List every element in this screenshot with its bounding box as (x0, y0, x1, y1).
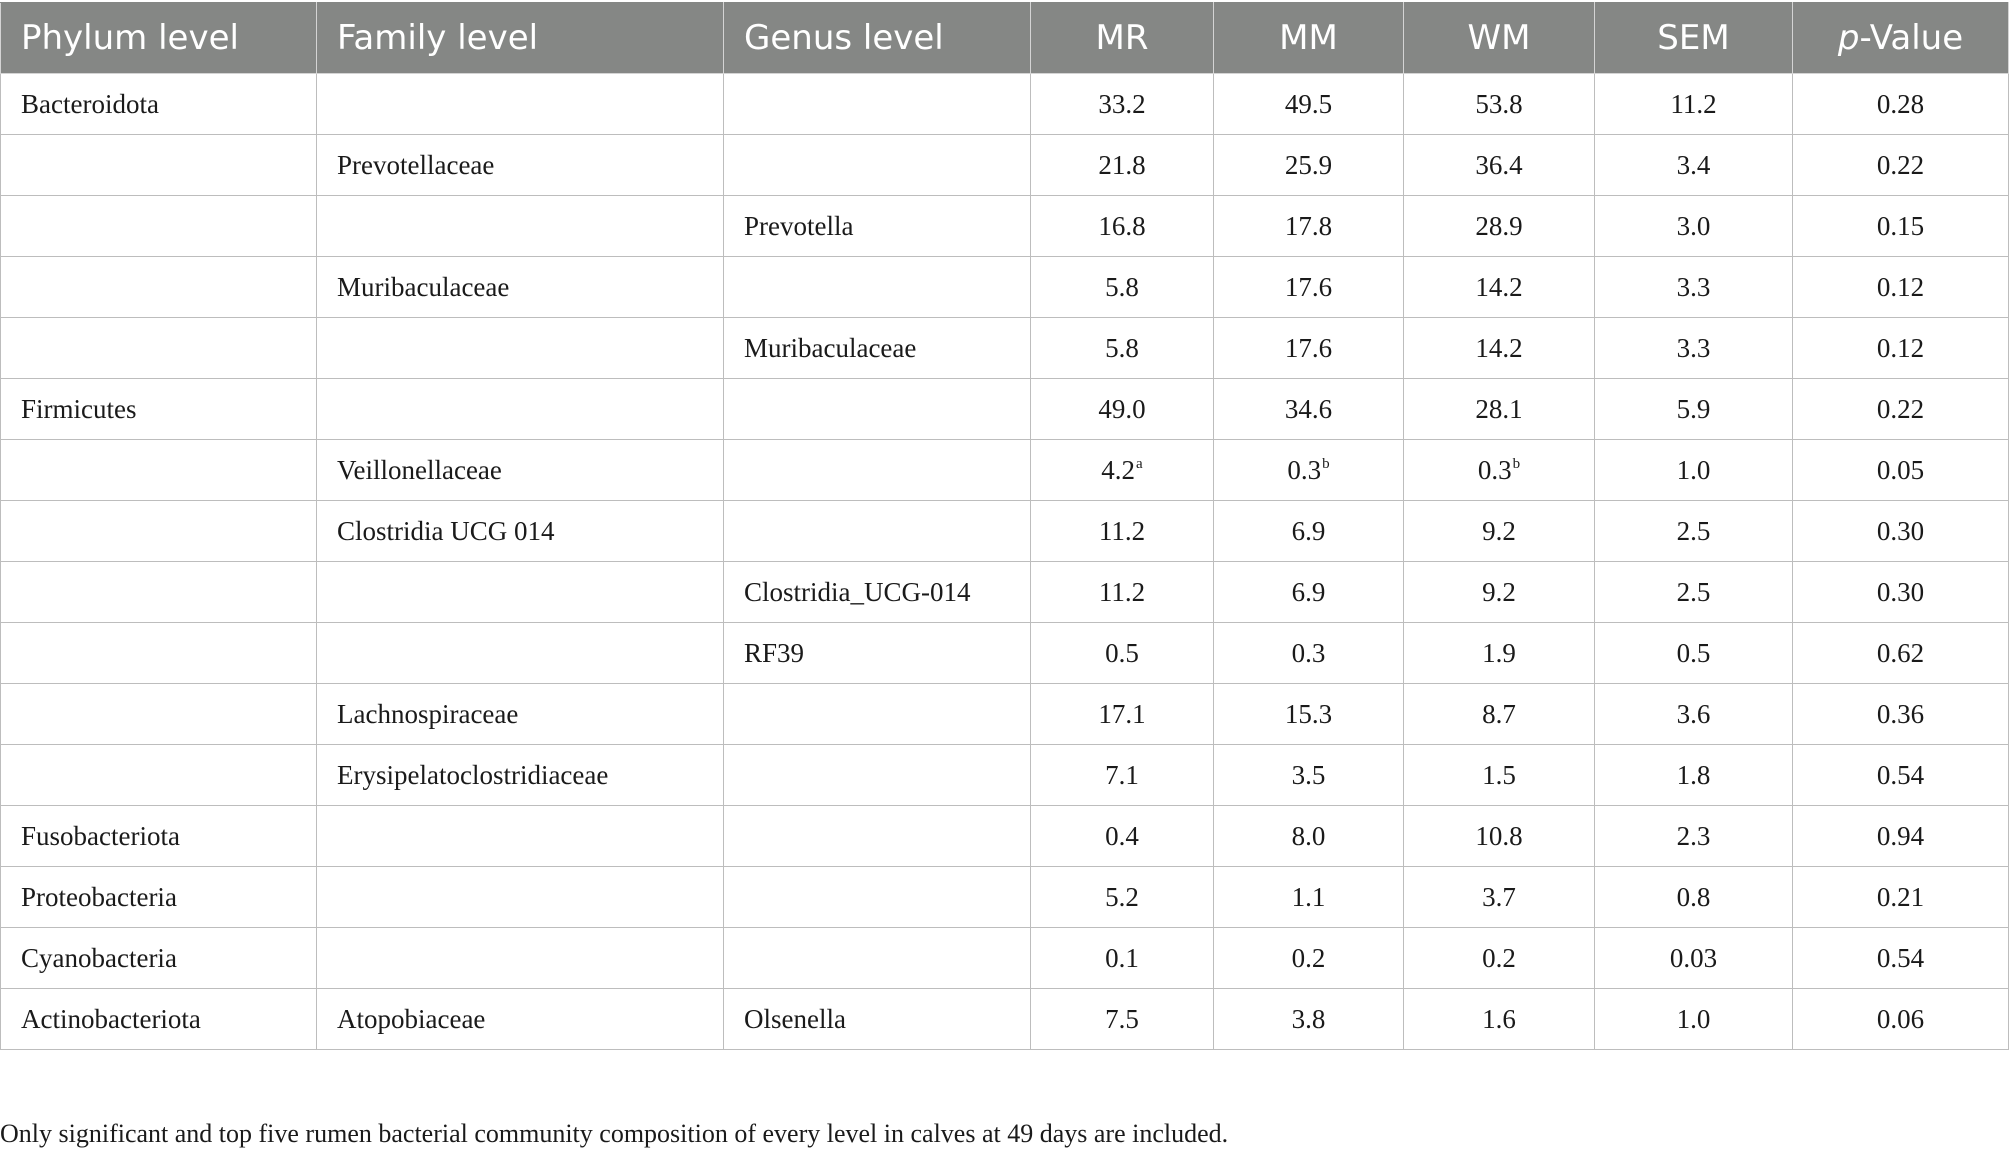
table-row (1, 745, 2009, 806)
cell-value: 0.3 (1477, 454, 1512, 485)
cell-value: 0.30 (1876, 515, 1925, 546)
cell-value: 53.8 (1475, 88, 1523, 119)
table-row (1, 989, 2009, 1050)
cell-family (317, 928, 724, 989)
header-wm: WM (1404, 3, 1595, 74)
cell-wm (1404, 379, 1595, 440)
cell-family (317, 806, 724, 867)
cell-value: RF39 (744, 637, 805, 668)
header-p-value (1793, 3, 2009, 74)
cell-value: 0.94 (1876, 820, 1925, 851)
cell-p-value (1793, 501, 2009, 562)
cell-sem (1595, 806, 1793, 867)
cell-value: 3.0 (1676, 210, 1711, 241)
cell-mr (1031, 196, 1214, 257)
cell-value: 16.8 (1098, 210, 1146, 241)
cell-sem (1595, 562, 1793, 623)
cell-phylum (1, 379, 317, 440)
cell-p-value (1793, 318, 2009, 379)
cell-value: 0.5 (1676, 637, 1711, 668)
table-body (1, 74, 2009, 1050)
cell-p-value (1793, 989, 2009, 1050)
cell-value: Olsenella (744, 1003, 846, 1034)
cell-value: 34.6 (1284, 393, 1333, 424)
cell-value: 5.8 (1105, 271, 1139, 302)
cell-genus (724, 135, 1031, 196)
cell-genus (724, 196, 1031, 257)
cell-mm (1214, 867, 1404, 928)
cell-p-value (1793, 440, 2009, 501)
cell-value: 0.5 (1105, 637, 1139, 668)
cell-value: Atopobiaceae (337, 1003, 486, 1034)
cell-family (317, 257, 724, 318)
cell-value: 33.2 (1098, 88, 1146, 119)
cell-phylum (1, 806, 317, 867)
cell-phylum (1, 928, 317, 989)
cell-wm (1404, 318, 1595, 379)
cell-family (317, 989, 724, 1050)
cell-phylum (1, 745, 317, 806)
significance-superscript: a (1136, 455, 1143, 472)
header-p-italic: p (1837, 18, 1860, 58)
cell-value: 7.5 (1105, 1003, 1139, 1034)
cell-mr (1031, 867, 1214, 928)
cell-mm (1214, 74, 1404, 135)
cell-value: 3.8 (1291, 1003, 1326, 1034)
cell-mr (1031, 989, 1214, 1050)
cell-wm (1404, 745, 1595, 806)
cell-p-value (1793, 379, 2009, 440)
cell-value: Actinobacteriota (21, 1003, 201, 1034)
cell-value: 17.8 (1284, 210, 1333, 241)
cell-value: 4.2 (1101, 454, 1136, 485)
cell-value: 9.2 (1482, 576, 1516, 607)
cell-genus (724, 440, 1031, 501)
cell-genus (724, 928, 1031, 989)
cell-value: 49.5 (1284, 88, 1333, 119)
cell-value: 1.6 (1482, 1003, 1516, 1034)
cell-family (317, 562, 724, 623)
cell-value: 1.8 (1676, 759, 1711, 790)
cell-value: 21.8 (1098, 149, 1146, 180)
header-sem: SEM (1595, 3, 1793, 74)
cell-value: 5.2 (1105, 881, 1139, 912)
cell-wm (1404, 928, 1595, 989)
cell-family (317, 318, 724, 379)
cell-sem (1595, 440, 1793, 501)
table-row (1, 623, 2009, 684)
cell-sem (1595, 318, 1793, 379)
cell-phylum (1, 318, 317, 379)
cell-genus (724, 745, 1031, 806)
cell-sem (1595, 623, 1793, 684)
cell-value: 3.6 (1676, 698, 1711, 729)
cell-mr (1031, 562, 1214, 623)
cell-wm (1404, 257, 1595, 318)
cell-value: 1.0 (1676, 454, 1711, 485)
header-genus: Genus level (724, 3, 1031, 74)
header-family: Family level (317, 3, 724, 74)
cell-sem (1595, 928, 1793, 989)
cell-mr (1031, 684, 1214, 745)
table-row (1, 379, 2009, 440)
table-row (1, 501, 2009, 562)
cell-family (317, 684, 724, 745)
cell-value: 0.3 (1291, 637, 1326, 668)
cell-value: Prevotellaceae (337, 149, 495, 180)
cell-sem (1595, 501, 1793, 562)
cell-value: 0.06 (1876, 1003, 1925, 1034)
cell-mr (1031, 74, 1214, 135)
table-row (1, 562, 2009, 623)
cell-value: 1.9 (1482, 637, 1516, 668)
cell-wm (1404, 562, 1595, 623)
cell-value: 3.7 (1482, 881, 1516, 912)
cell-value: 11.2 (1098, 576, 1146, 607)
cell-value: 0.15 (1876, 210, 1925, 241)
cell-value: Firmicutes (21, 393, 137, 424)
cell-phylum (1, 684, 317, 745)
cell-family (317, 623, 724, 684)
header-mr: MR (1031, 3, 1214, 74)
cell-value: 0.30 (1876, 576, 1925, 607)
cell-wm (1404, 440, 1595, 501)
cell-sem (1595, 379, 1793, 440)
cell-value: 0.2 (1291, 942, 1326, 973)
cell-value: 28.1 (1475, 393, 1523, 424)
cell-value: 7.1 (1105, 759, 1139, 790)
cell-value: 1.1 (1291, 881, 1326, 912)
cell-value: 3.3 (1676, 271, 1711, 302)
cell-p-value (1793, 562, 2009, 623)
cell-value: 0.21 (1876, 881, 1925, 912)
cell-sem (1595, 684, 1793, 745)
table-row (1, 684, 2009, 745)
cell-sem (1595, 257, 1793, 318)
cell-sem (1595, 135, 1793, 196)
cell-value: 8.7 (1482, 698, 1516, 729)
cell-value: 0.1 (1105, 942, 1139, 973)
cell-sem (1595, 867, 1793, 928)
cell-genus (724, 379, 1031, 440)
cell-mm (1214, 318, 1404, 379)
header-mm: MM (1214, 3, 1404, 74)
cell-family (317, 745, 724, 806)
significance-superscript: b (1512, 455, 1521, 472)
table-footnote: Only significant and top five rumen bacterial community composition of every level in calves at 49 days are included. (0, 1119, 1229, 1148)
cell-value: 0.62 (1876, 637, 1925, 668)
cell-mm (1214, 623, 1404, 684)
cell-phylum (1, 74, 317, 135)
cell-family (317, 74, 724, 135)
cell-genus (724, 623, 1031, 684)
cell-p-value (1793, 806, 2009, 867)
cell-value: 0.28 (1876, 88, 1925, 119)
cell-p-value (1793, 623, 2009, 684)
cell-value: 11.2 (1098, 515, 1146, 546)
cell-genus (724, 74, 1031, 135)
header-row (1, 3, 2009, 74)
cell-mm (1214, 806, 1404, 867)
cell-value: 9.2 (1482, 515, 1516, 546)
cell-value: 2.5 (1676, 576, 1711, 607)
cell-value: 3.4 (1676, 149, 1711, 180)
cell-sem (1595, 74, 1793, 135)
table-row (1, 867, 2009, 928)
cell-wm (1404, 135, 1595, 196)
cell-mr (1031, 379, 1214, 440)
cell-family (317, 867, 724, 928)
cell-wm (1404, 867, 1595, 928)
cell-value: Muribaculaceae (337, 271, 510, 302)
table-row (1, 806, 2009, 867)
cell-family (317, 440, 724, 501)
cell-mr (1031, 745, 1214, 806)
cell-p-value (1793, 867, 2009, 928)
cell-phylum (1, 867, 317, 928)
cell-mm (1214, 379, 1404, 440)
cell-value: 3.3 (1676, 332, 1711, 363)
cell-value: Lachnospiraceae (337, 698, 519, 729)
cell-value: Proteobacteria (21, 881, 177, 912)
cell-value: 15.3 (1284, 698, 1333, 729)
cell-value: 0.03 (1669, 942, 1718, 973)
cell-wm (1404, 501, 1595, 562)
cell-phylum (1, 196, 317, 257)
cell-phylum (1, 501, 317, 562)
table-row (1, 928, 2009, 989)
cell-value: 0.4 (1105, 820, 1139, 851)
cell-genus (724, 257, 1031, 318)
cell-phylum (1, 440, 317, 501)
cell-value: Fusobacteriota (21, 820, 180, 851)
cell-value: Prevotella (744, 210, 854, 241)
cell-value: 0.05 (1876, 454, 1925, 485)
cell-mm (1214, 562, 1404, 623)
cell-wm (1404, 989, 1595, 1050)
cell-value: Clostridia_UCG-014 (744, 576, 971, 607)
cell-p-value (1793, 928, 2009, 989)
cell-value: Bacteroidota (21, 88, 159, 119)
cell-mr (1031, 623, 1214, 684)
cell-genus (724, 501, 1031, 562)
cell-mm (1214, 440, 1404, 501)
cell-value: Cyanobacteria (21, 942, 177, 973)
header-p-suffix: -Value (1859, 18, 1964, 58)
cell-value: 14.2 (1475, 271, 1523, 302)
cell-p-value (1793, 684, 2009, 745)
cell-mr (1031, 318, 1214, 379)
cell-value: 5.9 (1676, 393, 1711, 424)
cell-value: Clostridia UCG 014 (337, 515, 555, 546)
cell-sem (1595, 989, 1793, 1050)
cell-mr (1031, 501, 1214, 562)
cell-p-value (1793, 196, 2009, 257)
cell-family (317, 196, 724, 257)
cell-value: 5.8 (1105, 332, 1139, 363)
cell-value: 0.8 (1676, 881, 1711, 912)
table-row (1, 74, 2009, 135)
cell-family (317, 501, 724, 562)
cell-sem (1595, 196, 1793, 257)
cell-mm (1214, 135, 1404, 196)
cell-p-value (1793, 135, 2009, 196)
cell-mm (1214, 684, 1404, 745)
cell-sem (1595, 745, 1793, 806)
cell-value: 0.2 (1482, 942, 1516, 973)
cell-value: 14.2 (1475, 332, 1523, 363)
table-row (1, 135, 2009, 196)
cell-value: 17.6 (1284, 332, 1333, 363)
cell-mr (1031, 135, 1214, 196)
cell-genus (724, 684, 1031, 745)
cell-value: 6.9 (1291, 576, 1326, 607)
cell-wm (1404, 74, 1595, 135)
table-row (1, 318, 2009, 379)
table-row (1, 196, 2009, 257)
cell-wm (1404, 684, 1595, 745)
significance-superscript: b (1322, 455, 1330, 472)
cell-value: 1.0 (1676, 1003, 1711, 1034)
cell-value: Veillonellaceae (337, 454, 502, 485)
cell-p-value (1793, 257, 2009, 318)
cell-value: 0.12 (1876, 332, 1925, 363)
cell-mr (1031, 257, 1214, 318)
cell-value: 10.8 (1475, 820, 1523, 851)
cell-phylum (1, 257, 317, 318)
cell-value: 0.3 (1287, 454, 1322, 485)
cell-value: Erysipelatoclostridiaceae (337, 759, 609, 790)
cell-value: 1.5 (1482, 759, 1516, 790)
cell-wm (1404, 806, 1595, 867)
cell-value: 25.9 (1284, 149, 1333, 180)
cell-value: 0.54 (1876, 942, 1925, 973)
cell-family (317, 135, 724, 196)
cell-wm (1404, 196, 1595, 257)
cell-family (317, 379, 724, 440)
cell-value: 36.4 (1475, 149, 1523, 180)
cell-phylum (1, 989, 317, 1050)
cell-genus (724, 562, 1031, 623)
cell-mm (1214, 257, 1404, 318)
cell-phylum (1, 623, 317, 684)
cell-genus (724, 806, 1031, 867)
cell-value: 28.9 (1475, 210, 1523, 241)
cell-mm (1214, 501, 1404, 562)
cell-value: 2.5 (1676, 515, 1711, 546)
cell-genus (724, 867, 1031, 928)
cell-mr (1031, 928, 1214, 989)
header-phylum: Phylum level (1, 3, 317, 74)
cell-wm (1404, 623, 1595, 684)
table-row (1, 440, 2009, 501)
cell-value: 8.0 (1291, 820, 1326, 851)
cell-p-value (1793, 745, 2009, 806)
cell-phylum (1, 135, 317, 196)
cell-value: 17.6 (1284, 271, 1333, 302)
taxa-table (0, 2, 2009, 1050)
cell-value: 49.0 (1098, 393, 1146, 424)
cell-mm (1214, 196, 1404, 257)
cell-value: 0.36 (1876, 698, 1925, 729)
cell-mm (1214, 989, 1404, 1050)
cell-value: Muribaculaceae (744, 332, 917, 363)
cell-value: 0.22 (1876, 393, 1925, 424)
cell-mm (1214, 745, 1404, 806)
cell-mm (1214, 928, 1404, 989)
cell-mr (1031, 440, 1214, 501)
cell-p-value (1793, 74, 2009, 135)
cell-value: 0.12 (1876, 271, 1925, 302)
cell-value: 17.1 (1098, 698, 1146, 729)
cell-phylum (1, 562, 317, 623)
cell-value: 2.3 (1676, 820, 1711, 851)
cell-mr (1031, 806, 1214, 867)
cell-value: 0.54 (1876, 759, 1925, 790)
cell-value: 11.2 (1670, 88, 1717, 119)
cell-genus (724, 989, 1031, 1050)
table-row (1, 257, 2009, 318)
cell-value: 0.22 (1876, 149, 1925, 180)
cell-value: 3.5 (1291, 759, 1326, 790)
cell-genus (724, 318, 1031, 379)
cell-value: 6.9 (1291, 515, 1326, 546)
